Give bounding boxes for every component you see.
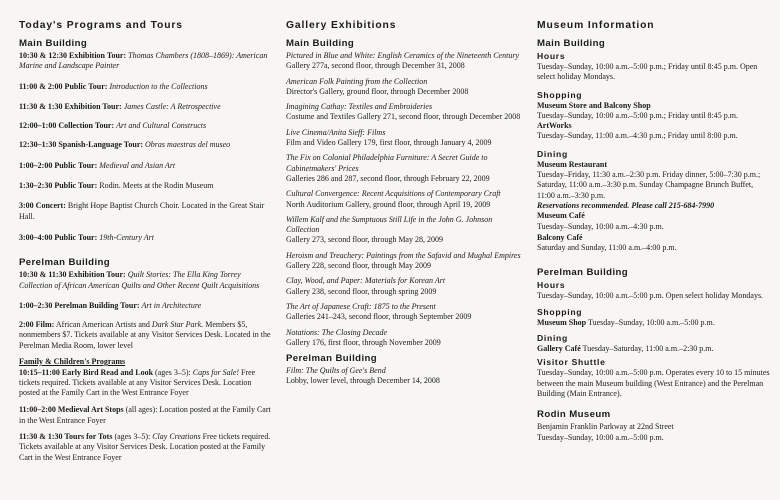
store-name: Museum Store and Balcony Shop	[537, 100, 651, 110]
program-item	[19, 51, 274, 72]
shuttle-text: Tuesday–Sunday, 10:00 a.m.–5:00 p.m. Operates every 10 to 15 minutes between the main Museum building (West Entrance) and the Perelman Building (Main Entrance).	[537, 368, 770, 398]
dining-label: Dining	[537, 148, 568, 159]
exhibition-location: North Auditorium Gallery, ground floor, through April 19, 2009	[286, 199, 491, 209]
program-title: Art and Cultural Constructs	[116, 121, 207, 131]
program-time: 12:30–1:30 Spanish-Language Tour:	[19, 140, 144, 150]
gallery-main-building: Main Building	[286, 38, 355, 49]
program-time: 11:30 & 1:30 Exhibition Tour:	[19, 101, 122, 111]
exhibition-location: Gallery 228, second floor, through May 2009	[286, 261, 431, 271]
program-time: 10:15–11:00 Early Bird Read and Look	[19, 367, 154, 377]
main-programs-list	[19, 51, 274, 243]
cafe-name: Museum Café	[537, 211, 585, 221]
program-item	[19, 102, 274, 112]
exhibition-title: The Art of Japanese Craft: 1875 to the Present	[286, 301, 436, 311]
program-time: 3:00–4:00 Public Tour:	[19, 232, 98, 242]
exhibition-title: Film: The Quilts of Gee's Bend	[286, 366, 386, 376]
restaurant-hours: Tuesday–Friday, 11:30 a.m.–2:30 p.m. Friday dinner, 5:00–7:30 p.m.; Saturday, 11:00 a.m.–3:30 p.m. Sunday Champagne Brunch Buffet, 11:00 a.m.–3:30 p.m.	[537, 170, 761, 200]
balcony-cafe-name: Balcony Café	[537, 232, 583, 242]
exhibition-item	[286, 189, 522, 210]
perelman-shop-hours: Tuesday–Sunday, 10:00 a.m.–5:00 p.m.	[587, 317, 715, 327]
program-title: Medieval and Asian Art	[99, 160, 176, 170]
gallery-exhibitions-list	[286, 51, 522, 348]
program-title: Caps for Sale!	[192, 367, 240, 377]
program-details: Free tickets required. Tickets available at any Visitor Services Desk. Location posted at the Family Cart in the West Entrance Foyer	[19, 432, 271, 462]
program-time: 1:30–2:30 Public Tour:	[19, 181, 98, 191]
exhibition-item	[286, 328, 522, 349]
exhibition-item	[286, 128, 522, 149]
exhibition-title: Clay, Wood, and Paper: Materials for Korean Art	[286, 276, 446, 286]
program-details: Members $5, nonmembers $7. Tickets available at any Visitor Services Desk. Located in the Perelman Media Room, lower level	[19, 320, 271, 350]
program-time: 1:00–2:30 Perelman Building Tour:	[19, 300, 140, 310]
exhibition-location: Film and Video Gallery 179, first floor, through January 4, 2009	[286, 138, 492, 148]
program-item	[19, 405, 274, 426]
perelman-shopping-label: Shopping	[537, 306, 583, 317]
program-item	[19, 140, 274, 150]
restaurant-name: Museum Restaurant	[537, 159, 607, 169]
program-title: Thomas Chambers (1808–1869): American Marine and Landscape Painter	[19, 51, 268, 71]
info-heading: Museum Information	[537, 20, 655, 31]
program-item	[19, 368, 274, 399]
program-title: Quilt Stories: The Ella King Torrey Collection of African American Quilts and Other Recent Quilt Acquisitions	[19, 270, 260, 290]
program-time: 3:00 Concert:	[19, 201, 66, 211]
program-time: 10:30 & 12:30 Exhibition Tour:	[19, 51, 127, 60]
program-item	[19, 161, 274, 171]
exhibition-title: Willem Kalf and the Sumptuous Still Life in the John G. Johnson Collection	[286, 214, 493, 235]
program-time: 11:00–2:00 Medieval Art Stops	[19, 405, 124, 415]
program-title: James Castle: A Retrospective	[123, 101, 221, 111]
gallery-column	[286, 20, 522, 392]
programs-column	[19, 20, 274, 463]
cafe-hours: Tuesday–Sunday, 10:00 a.m.–4:30 p.m.	[537, 221, 664, 231]
exhibition-title: Cultural Convergence: Recent Acquisitions of Contemporary Craft	[286, 189, 501, 199]
program-item	[19, 320, 274, 351]
program-text: Rodin. Meets at the Rodin Museum	[99, 181, 214, 191]
programs-main-building: Main Building	[19, 38, 88, 49]
hours-label: Hours	[537, 51, 566, 61]
program-time: 10:30 & 11:30 Exhibition Tour:	[19, 270, 126, 280]
program-text: (all ages): Location posted at the Family Cart in the West Entrance Foyer	[19, 405, 271, 425]
info-column	[537, 20, 773, 443]
exhibition-location: Galleries 286 and 287, second floor, through February 22, 2009	[286, 173, 490, 183]
program-item	[19, 201, 274, 222]
program-title: Introduction to the Collections	[109, 81, 208, 91]
rodin-address: Benjamin Franklin Parkway at 22nd Street	[537, 422, 674, 432]
exhibition-item	[286, 251, 522, 272]
program-item	[19, 181, 274, 191]
exhibition-location: Director's Gallery, ground floor, through December 2008	[286, 86, 469, 96]
program-text: (ages 3–5):	[114, 432, 151, 442]
program-text: African American Artists and	[55, 320, 150, 330]
store-hours: Tuesday–Sunday, 10:00 a.m.–5:00 p.m.; Friday until 8:45 p.m.	[537, 110, 738, 120]
programs-perelman-building: Perelman Building	[19, 257, 111, 269]
program-item	[19, 121, 274, 131]
exhibition-item	[286, 51, 522, 72]
exhibition-item	[286, 366, 522, 387]
perelman-dining-label: Dining	[537, 333, 568, 344]
program-time: 1:00–2:00 Public Tour:	[19, 160, 98, 170]
balcony-cafe-hours: Saturday and Sunday, 11:00 a.m.–4:00 p.m.	[537, 243, 677, 253]
perelman-programs-list	[19, 270, 274, 351]
family-programs-list	[19, 368, 274, 463]
gallery-cafe-hours: Tuesday–Saturday, 11:00 a.m.–2:30 p.m.	[582, 344, 714, 354]
program-item	[19, 233, 274, 243]
program-title: Dark Star Park.	[151, 320, 204, 330]
gallery-heading: Gallery Exhibitions	[286, 20, 397, 31]
exhibition-title: Notations: The Closing Decade	[286, 327, 388, 337]
program-time: 11:30 & 1:30 Tours for Tots	[19, 432, 113, 442]
exhibition-location: Gallery 277a, second floor, through December 31, 2008	[286, 61, 465, 71]
exhibition-item	[286, 102, 522, 123]
shuttle-label: Visitor Shuttle	[537, 357, 606, 368]
program-time: 2:00 Film:	[19, 320, 55, 330]
exhibition-title: American Folk Painting from the Collection	[286, 76, 428, 86]
program-title: 19th-Century Art	[99, 232, 154, 242]
exhibition-title: Live Cinema/Anita Sieff: Films	[286, 127, 386, 137]
program-item	[19, 82, 274, 92]
program-time: 12:00–1:00 Collection Tour:	[19, 121, 115, 131]
program-details: Free tickets required. Tickets available at any Visitor Services Desk. Location posted at the Family Cart in the West Entrance Foyer	[19, 367, 256, 398]
exhibition-location: Costume and Textiles Gallery 271, second floor, through December 2008	[286, 112, 521, 122]
reservations-note: Reservations recommended. Please call 215-684-7990	[537, 200, 715, 210]
artworks-hours: Tuesday–Sunday, 11:00 a.m.–4:30 p.m.; Friday until 8:00 p.m.	[537, 131, 738, 141]
perelman-hours-label: Hours	[537, 280, 566, 291]
program-item	[19, 432, 274, 463]
program-title: Clay Creations	[152, 432, 201, 442]
program-item	[19, 270, 274, 291]
main-hours-text: Tuesday–Sunday, 10:00 a.m.–5:00 p.m.; Friday until 8:45 p.m. Open select holiday Mondays.	[537, 62, 758, 82]
exhibition-location: Gallery 273, second floor, through May 28, 2009	[286, 235, 443, 245]
rodin-heading: Rodin Museum	[537, 409, 611, 421]
exhibition-item	[286, 215, 522, 246]
perelman-hours-text: Tuesday–Sunday, 10:00 a.m.–5:00 p.m. Open select holiday Mondays.	[537, 291, 764, 301]
shopping-label: Shopping	[537, 89, 583, 100]
perelman-shop-name: Museum Shop	[537, 317, 587, 327]
info-perelman-building: Perelman Building	[537, 267, 629, 279]
program-title: Obras maestras del museo	[145, 140, 231, 150]
program-text: Bright Hope Baptist Church Choir. Located in the Great Stair Hall.	[19, 201, 265, 221]
exhibition-location: Gallery 176, first floor, through November 2009	[286, 337, 441, 347]
exhibition-item	[286, 302, 522, 323]
exhibition-location: Galleries 241–243, second floor, through September 2009	[286, 312, 472, 322]
exhibition-item	[286, 77, 522, 98]
family-programs-heading: Family & Children's Programs	[19, 357, 126, 367]
exhibition-title: The Fix on Colonial Philadelphia Furniture: A Secret Guide to Cabinetmakers' Prices	[286, 153, 488, 173]
artworks-name: ArtWorks	[537, 121, 572, 131]
gallery-perelman-list	[286, 366, 522, 387]
program-title: Art in Architecture	[141, 300, 202, 310]
exhibition-location: Gallery 238, second floor, through spring 2009	[286, 286, 437, 296]
programs-heading: Today's Programs and Tours	[19, 20, 183, 31]
exhibition-item	[286, 153, 522, 184]
exhibition-title: Imagining Cathay: Textiles and Embroideries	[286, 102, 433, 112]
info-main-building: Main Building	[537, 38, 606, 49]
exhibition-location: Lobby, lower level, through December 14, 2008	[286, 376, 440, 386]
gallery-perelman-building: Perelman Building	[286, 353, 378, 365]
program-item	[19, 301, 274, 311]
gallery-cafe-name: Gallery Café	[537, 344, 581, 354]
exhibition-title: Pictured in Blue and White: English Ceramics of the Nineteenth Century	[286, 51, 519, 60]
program-text: (ages 3–5):	[155, 367, 191, 377]
program-time: 11:00 & 2:00 Public Tour:	[19, 81, 108, 91]
rodin-hours: Tuesday–Sunday, 10:00 a.m.–5:00 p.m.	[537, 432, 664, 442]
exhibition-title: Heroism and Treachery: Paintings from the Safavid and Mughal Empires	[286, 250, 521, 260]
exhibition-item	[286, 276, 522, 297]
